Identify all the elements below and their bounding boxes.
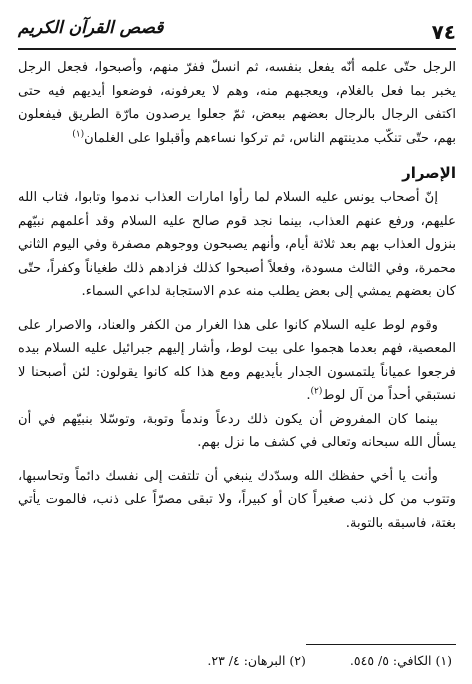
footnote-ref-2: (٢)	[310, 386, 323, 397]
paragraph-3: وقوم لوط عليه السلام كانوا على هذا الغرار من الكفر والعناد، والاصرار على المعصية، فهم بعدما هجموا على بيت لوط، وأشار إليهم جبرائيل عليه السلام بيده فرجعوا عمياناً يلتمسون الجدار بأيديهم ومع هذا كله كانوا يقولون: لئن أصبحنا لا نستبقي أحداً من آل لوط$^{(٢)}$.	[18, 317, 456, 403]
book-page	[18, 12, 456, 674]
paragraph-5: وأنت يا أخي حفظك الله وسدّدك ينبغي أن تلتفت إلى نفسك دائماً وتحاسبها، وتتوب من كل ذنب صغيراً كان أو كبيراً، ولا تبقى مصرّاً على ذنب، فالموت يأتي بغتة، فاسبقه بالتوبة.	[18, 468, 456, 531]
page-header	[18, 12, 456, 50]
running-book-title: قصص القرآن الكريم	[18, 18, 164, 38]
footnote-divider	[306, 644, 456, 645]
paragraph-3-text: وقوم لوط عليه السلام كانوا على هذا الغرار من الكفر والعناد، والاصرار على المعصية، فهم بعدما هجموا على بيت لوط، وأشار إليهم جبرائيل عليه السلام بيده فرجعوا عمياناً يلتمسون الجدار بأيديهم ومع هذا كله كانوا يقولون: لئن أصبحنا لا نستبقي أحداً من آل لوط	[18, 317, 456, 403]
footnote-ref-1: (١)	[72, 129, 85, 140]
footnote-2: (٢) البرهان: ٤/ ٢٣.	[207, 653, 306, 668]
footnote-1: (١) الكافي: ٥/ ٥٤٥.	[349, 653, 452, 668]
footnotes	[18, 644, 456, 674]
page-content	[18, 50, 456, 535]
page-number: ٧٤	[431, 20, 456, 44]
paragraph-1-text: الرجل حتّى علمه أنّه يفعل بنفسه، ثم انسلّ ففرّ منهم، وأصبحوا، فجعل الرجل يخبر بما فعل بالغلام، ويعجبهم منه، وهم لا يعرفونه، فوضعوا أيديهم فيه حتى اكتفى الرجال بالرجال بعضهم ببعض، ثمّ جعلوا يرصدون مارّة الطريق فيفعلون بهم، حتّى تنكّب مدينتهم الناس، ثم تركوا نساءهم وأقبلوا على الغلمان	[18, 60, 456, 146]
paragraph-2: إنّ أصحاب يونس عليه السلام لما رأوا امارات العذاب ندموا وتابوا، فتاب الله عليهم، ورفع عنهم العذاب، بينما نجد قوم صالح عليه السلام وقد أعلمهم نبيّهم بنزول العذاب بهم بعد ثلاثة أيام، وأنهم يصبحون ووجوهم مصفرة وفي اليوم الثاني محمرة، وفي الثالث مسودة، وفعلاً أصبحوا كذلك فزادهم ذلك طغياناً وكفراً، حتّى كان بعضهم يمشي إلى بعض يطلب منه عدم الاستجابة لداعي السماء.	[18, 190, 456, 299]
paragraph-1	[18, 56, 456, 150]
paragraph-4: بينما كان المفروض أن يكون ذلك ردعاً وندماً وتوبة، وتوسّلا بنبيّهم في أن يسأل الله سبحانه وتعالى في كشف ما نزل بهم.	[18, 411, 456, 450]
footnote-row	[18, 653, 456, 674]
section-title: الإصرار	[402, 164, 456, 182]
